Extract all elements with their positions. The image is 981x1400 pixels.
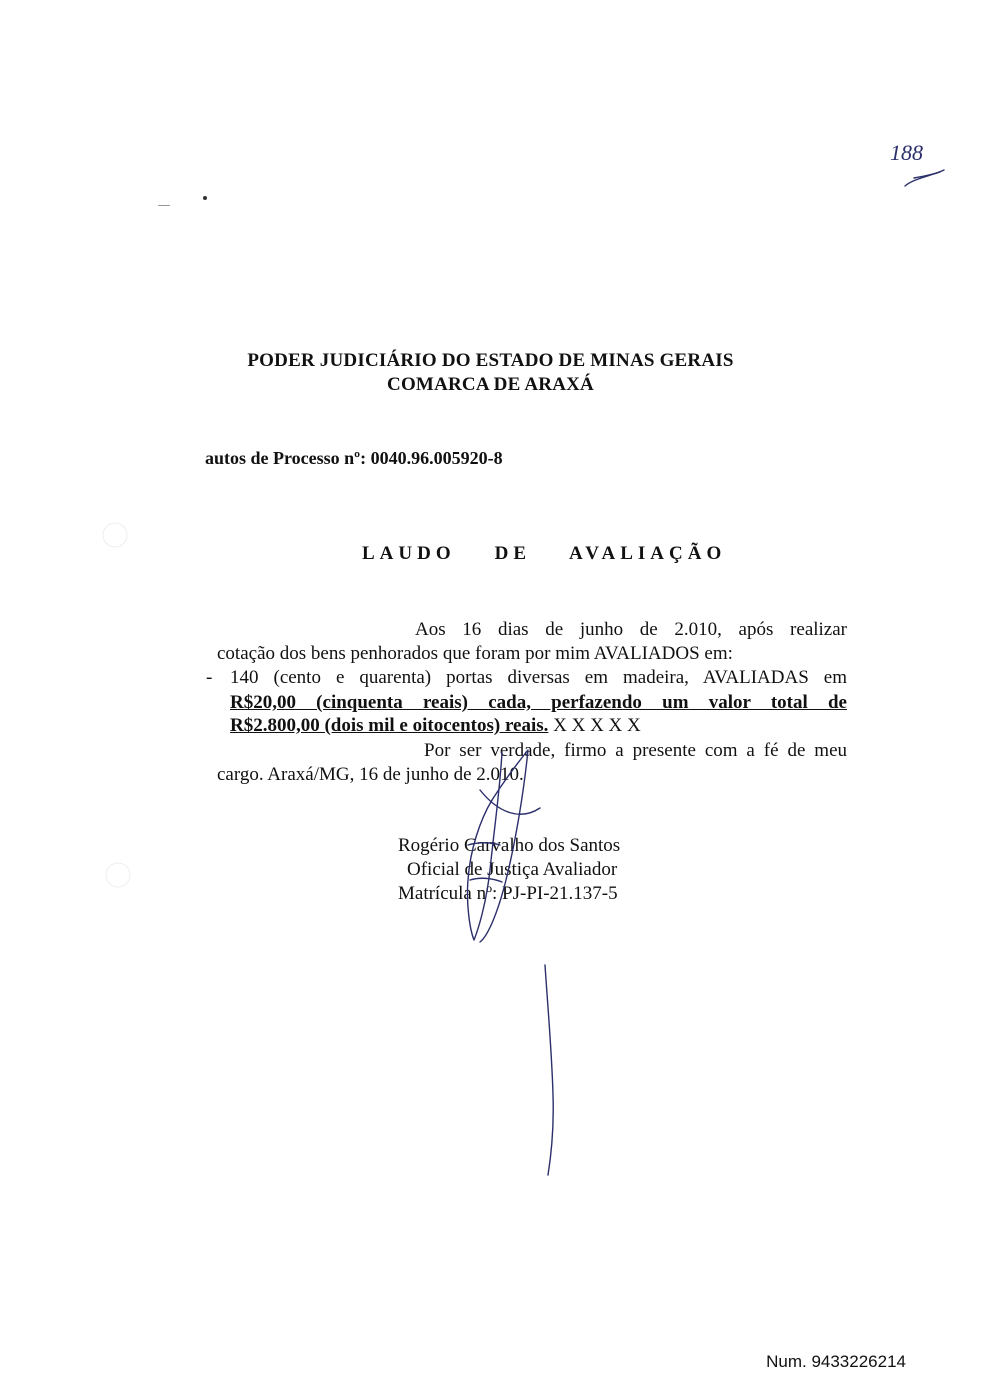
paragraph1-line2: cotação dos bens penhorados que foram por mim AVALIADOS em: (217, 643, 733, 664)
paragraph1-line1: Aos 16 dias de junho de 2.010, após realizar (415, 619, 847, 640)
signature-block (398, 834, 620, 906)
total-value: R$2.800,00 (dois mil e oitocentos) reais. (230, 715, 549, 736)
signer-role: Oficial de Justiça Avaliador (407, 859, 618, 880)
paragraph2-line1: Por ser verdade, firmo a presente com a fé de meu (424, 740, 847, 761)
item-line3 (230, 715, 641, 737)
item-line1: 140 (cento e quarenta) portas diversas em madeira, AVALIADAS em (230, 667, 847, 688)
court-header-line2: COMARCA DE ARAXÁ (387, 374, 594, 395)
list-dash: - (206, 667, 213, 688)
filler-marks: X X X X X (548, 715, 641, 736)
court-header-line1: PODER JUDICIÁRIO DO ESTADO DE MINAS GERAIS (247, 350, 734, 371)
item-line2: R$20,00 (cinquenta reais) cada, perfazendo um valor total de (230, 692, 847, 713)
signer-registration: Matrícula nº: PJ-PI-21.137-5 (398, 883, 618, 904)
paragraph2-line2: cargo. Araxá/MG, 16 de junho de 2.010. (217, 764, 524, 785)
document-title: LAUDO DE AVALIAÇÃO (362, 543, 727, 564)
process-label: autos de Processo nº: (205, 448, 367, 468)
scan-speck (203, 196, 207, 200)
document-number: Num. 9433226214 (766, 1352, 906, 1371)
process-reference (205, 448, 503, 469)
handwritten-page-number: 188 (890, 140, 923, 165)
process-number: 0040.96.005920-8 (370, 448, 503, 468)
scan-speck (158, 205, 170, 206)
signer-name: Rogério Carvalho dos Santos (398, 835, 621, 856)
